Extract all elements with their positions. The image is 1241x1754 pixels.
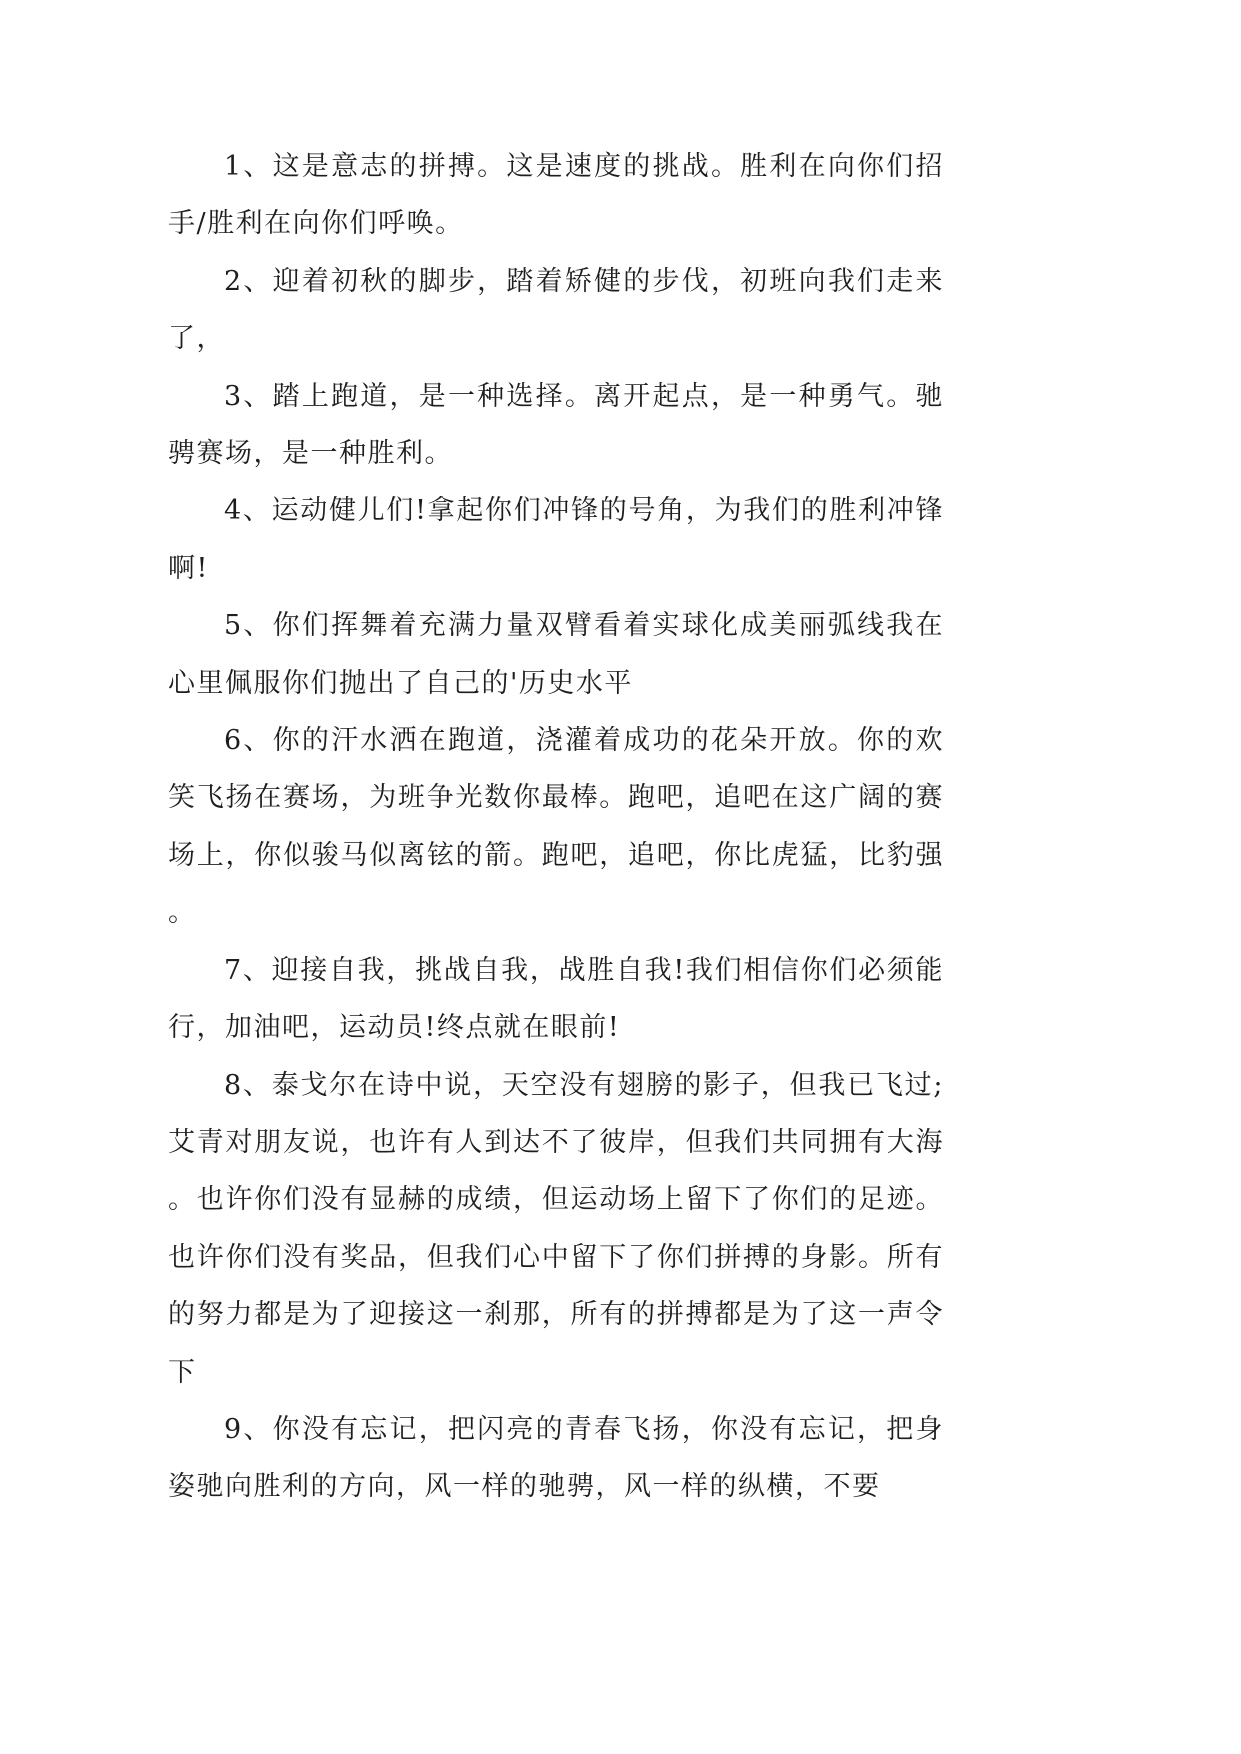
paragraph-1: 1、这是意志的拼搏。这是速度的挑战。胜利在向你们招手/胜利在向你们呼唤。 [168, 151, 944, 240]
paragraph-6: 6、你的汗水洒在跑道，浇灌着成功的花朵开放。你的欢笑飞扬在赛场，为班争光数你最棒。跑吧，追吧在这广阔的赛场上，你似骏马似离铉的箭。跑吧，追吧，你比虎猛，比豹强。 [168, 725, 944, 929]
paragraph-9: 9、你没有忘记，把闪亮的青春飞扬，你没有忘记，把身姿驰向胜利的方向，风一样的驰骋，风一样的纵横，不要 [168, 1413, 944, 1503]
paragraph-2: 2、迎着初秋的脚步，踏着矫健的步伐，初班向我们走来了， [168, 265, 944, 355]
paragraph-7: 7、迎接自我，挑战自我，战胜自我!我们相信你们必须能行，加油吧，运动员!终点就在眼前! [168, 954, 944, 1044]
paragraph-3: 3、踏上跑道，是一种选择。离开起点，是一种勇气。驰骋赛场，是一种胜利。 [168, 380, 944, 470]
paragraph-5: 5、你们挥舞着充满力量双臂看着实球化成美丽弧线我在心里佩服你们抛出了自己的'历史水平 [168, 610, 944, 699]
paragraph-4: 4、运动健儿们!拿起你们冲锋的号角，为我们的胜利冲锋啊! [168, 495, 944, 584]
document-body [168, 138, 944, 1516]
paragraph-8: 8、泰戈尔在诗中说，天空没有翅膀的影子，但我已飞过;艾青对朋友说，也许有人到达不了彼岸，但我们共同拥有大海。也许你们没有显赫的成绩，但运动场上留下了你们的足迹。也许你们没有奖品，但我们心中留下了你们拼搏的身影。所有的努力都是为了迎接这一刹那，所有的拼搏都是为了这一声令下 [168, 1069, 944, 1388]
